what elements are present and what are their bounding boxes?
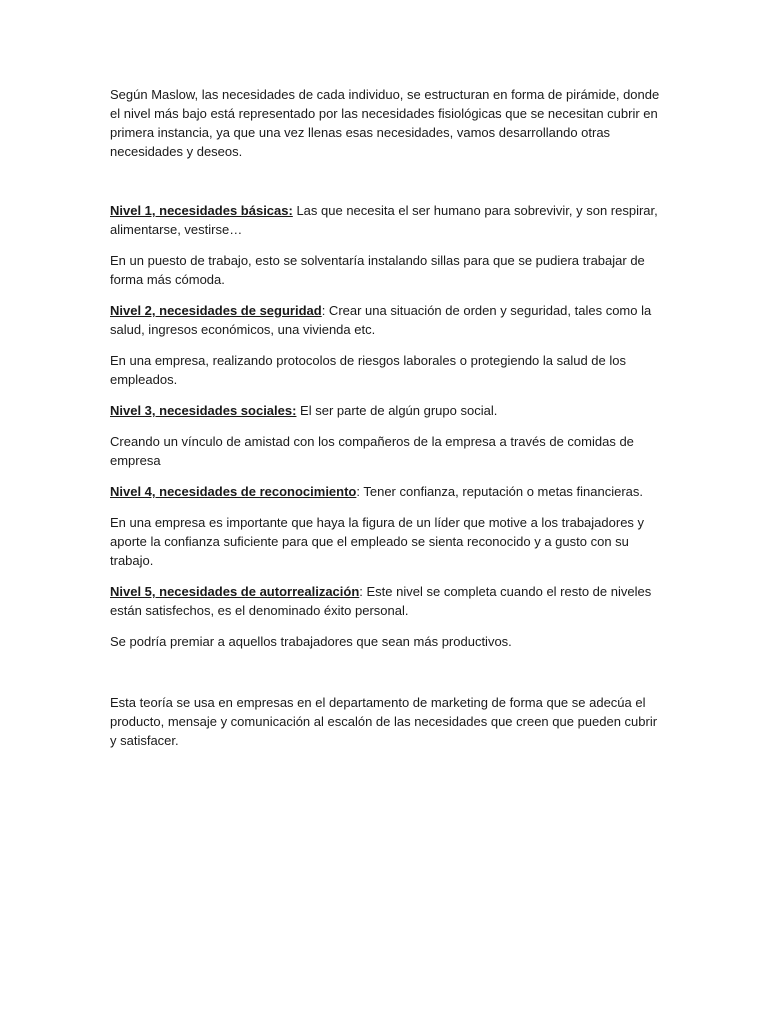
level-4-example: En una empresa es importante que haya la figura de un líder que motive a los trabajadores y aporte la confianza suficiente para que el empleado se sienta reconocido y a gusto con su trabajo. [110, 515, 645, 568]
level-2-text: : Crear una situación de orden y seguridad, tales como la salud, ingresos económicos, una vivienda etc. [110, 303, 652, 337]
level-1-paragraph [110, 201, 662, 239]
level-1-example: En un puesto de trabajo, esto se solventaría instalando sillas para que se pudiera trabajar de forma más cómoda. [110, 253, 645, 287]
intro-paragraph: Según Maslow, las necesidades de cada individuo, se estructuran en forma de pirámide, donde el nivel más bajo está representado por las necesidades fisiológicas que se necesitan cubrir en primera instancia, ya que una vez llenas esas necesidades, vamos desarrollando otras necesidades y deseos. [110, 87, 660, 159]
level-5-example: Se podría premiar a aquellos trabajadores que sean más productivos. [110, 634, 512, 649]
level-3-heading: Nivel 3, necesidades sociales: [110, 403, 297, 418]
level-3-text: El ser parte de algún grupo social. [296, 403, 498, 418]
level-4-text: : Tener confianza, reputación o metas financieras. [356, 484, 644, 499]
level-3-example: Creando un vínculo de amistad con los compañeros de la empresa a través de comidas de empresa [110, 434, 634, 468]
level-2-paragraph [110, 301, 662, 339]
level-4-heading: Nivel 4, necesidades de reconocimiento [110, 484, 357, 499]
level-4-paragraph [110, 482, 662, 501]
document-page [110, 85, 662, 762]
level-1-heading: Nivel 1, necesidades básicas: [110, 203, 293, 218]
level-5-heading: Nivel 5, necesidades de autorrealización [110, 584, 360, 599]
level-3-paragraph [110, 401, 662, 420]
conclusion-paragraph: Esta teoría se usa en empresas en el departamento de marketing de forma que se adecúa el producto, mensaje y comunicación al escalón de las necesidades que creen que pueden cubrir y satisfacer. [110, 695, 658, 748]
level-2-heading: Nivel 2, necesidades de seguridad [110, 303, 322, 318]
level-5-paragraph [110, 582, 662, 620]
level-5-text: : Este nivel se completa cuando el resto de niveles están satisfechos, es el denominado éxito personal. [110, 584, 652, 618]
level-2-example: En una empresa, realizando protocolos de riesgos laborales o protegiendo la salud de los empleados. [110, 353, 626, 387]
level-1-text: Las que necesita el ser humano para sobrevivir, y son respirar, alimentarse, vestirse… [110, 203, 658, 237]
